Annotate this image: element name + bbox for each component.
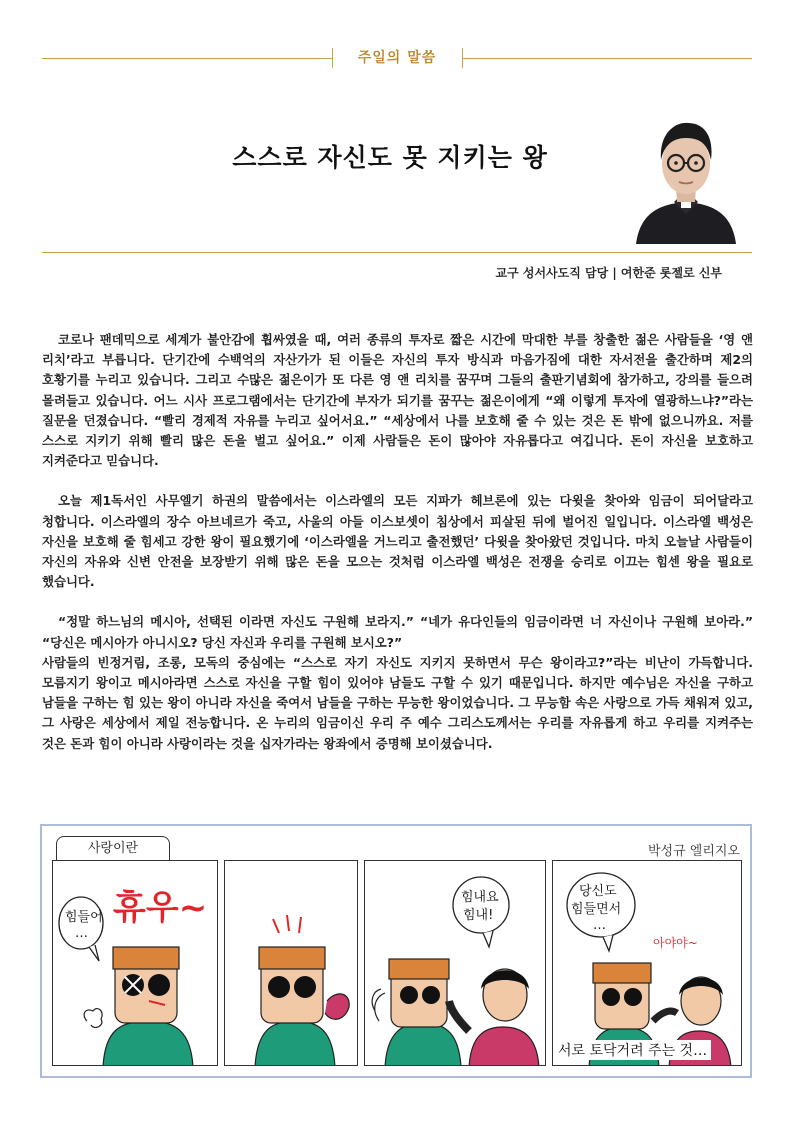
panel4-exclaim: 아야야~ xyxy=(653,936,698,950)
paragraph: 오늘 제1독서인 사무엘기 하권의 말씀에서는 이스라엘의 모든 지파가 헤브론에 있는 다윗을 찾아와 임금이 되어달라고 청합니다. 이스라엘의 장수 아브네르가 죽고, 사울의 아들 이스보셋이 침상에서 피살된 뒤에 벌어진 일입니다. 이스라엘 백성은 자신을 보호해 줄 힘세고 강한 왕이 필요했기에 ‘이스라엘을 거느리고 출전했던’ 다윗을 찾아왔던 것입니다. 마치 오늘날 사람들이 자신의 자유와 신변 안전을 보장받기 위해 많은 돈을 모으는 것처럼 이스라엘 백성은 전쟁을 승리로 이끄는 힘센 왕을 필요로 했습니다. xyxy=(42,493,753,590)
author-byline: 교구 성서사도직 담당 | 여한준 롯젤로 신부 xyxy=(495,266,722,280)
comic-panel-2 xyxy=(224,860,358,1066)
panel1-sigh: 휴우~ xyxy=(113,888,208,928)
section-label: 주일의 말씀 xyxy=(357,50,437,66)
panel1-bubble-text: 힘들어 xyxy=(65,910,103,925)
article-title: 스스로 자신도 못 지키는 왕 xyxy=(232,143,548,172)
comic-panel-3 xyxy=(364,860,546,1066)
comic-panel-1 xyxy=(52,860,218,1066)
header-rule-left xyxy=(42,58,332,59)
panel4-bubble-dots: … xyxy=(593,918,606,933)
article-body xyxy=(42,330,753,774)
panel3-bubble-text-2: 힘내! xyxy=(463,908,494,923)
comic-caption: 서로 토닥거려 주는 것… xyxy=(554,1040,711,1060)
header-rule-right xyxy=(462,58,752,59)
panel1-bubble-dots: … xyxy=(75,926,88,941)
paragraph: 코로나 팬데믹으로 세계가 불안감에 휩싸였을 때, 여러 종류의 투자로 짧은 시간에 막대한 부를 창출한 젊은 사람들을 ‘영 앤 리치’라고 부릅니다. 단기간에 수백억의 자산가가 된 이들은 자신의 투자 방식과 마음가짐에 대한 자서전을 출간하며 제2의 호황기를 누리고 있습니다. 그리고 수많은 젊은이가 또 다른 영 앤 리치를 꿈꾸며 그들의 출판기념회에 참가하고, 강의를 들으려 몰려들고 있습니다. 어느 시사 프로그램에서는 단기간에 부자가 되기를 꿈꾸는 젊은이에게 “왜 이렇게 투자에 열광하느냐?”라는 질문을 던졌습니다. “빨리 경제적 자유를 누리고 싶어서요.” “세상에서 나를 보호해 줄 수 있는 것은 돈 밖에 없으니까요. 저를 스스로 지키기 위해 빨리 많은 돈을 벌고 싶어요.” 이제 사람들은 돈이 많아야 자유롭다고 여깁니다. 돈이 자신을 보호하고 지켜준다고 믿습니다. xyxy=(42,332,753,469)
paragraph: “정말 하느님의 메시아, 선택된 이라면 자신도 구원해 보라지.” “네가 유다인들의 임금이라면 너 자신이나 구원해 보아라.” “당신은 메시아가 아니시오? 당신 자신과 우리를 구원해 보시오?” xyxy=(42,614,753,650)
panel3-bubble-text-1: 힘내요 xyxy=(461,890,499,905)
comic-title-tab: 사랑이란 xyxy=(56,836,170,861)
author-portrait xyxy=(632,110,740,244)
header-divider xyxy=(42,252,752,253)
paragraph: 사람들의 빈정거림, 조롱, 모독의 중심에는 “스스로 자기 자신도 지키지 못하면서 무슨 왕이라고?”라는 비난이 가득합니다. 모름지기 왕이고 메시아라면 스스로 자신을 구할 힘이 있어야 남들도 구할 수 있기 때문입니다. 하지만 예수님은 자신을 구하고 남들을 구하는 힘 있는 왕이 아니라 자신을 죽여서 남들을 구하는 무능한 왕이었습니다. 그 무능함 속은 사랑으로 가득 채워져 있고, 그 사랑은 세상에서 제일 전능합니다. 온 누리의 임금이신 우리 주 예수 그리스도께서는 우리를 자유롭게 하고 우리를 지켜주는 것은 돈과 힘이 아니라 사랑이라는 것을 십자가라는 왕좌에서 증명해 보이셨습니다. xyxy=(42,654,753,751)
panel4-bubble-text-2: 힘들면서 xyxy=(571,902,622,917)
comic-author: 박성규 엘리지오 xyxy=(647,844,740,859)
comic-strip xyxy=(40,824,752,1078)
panel4-bubble-text-1: 당신도 xyxy=(579,884,617,899)
comic-panel-4 xyxy=(552,860,742,1066)
